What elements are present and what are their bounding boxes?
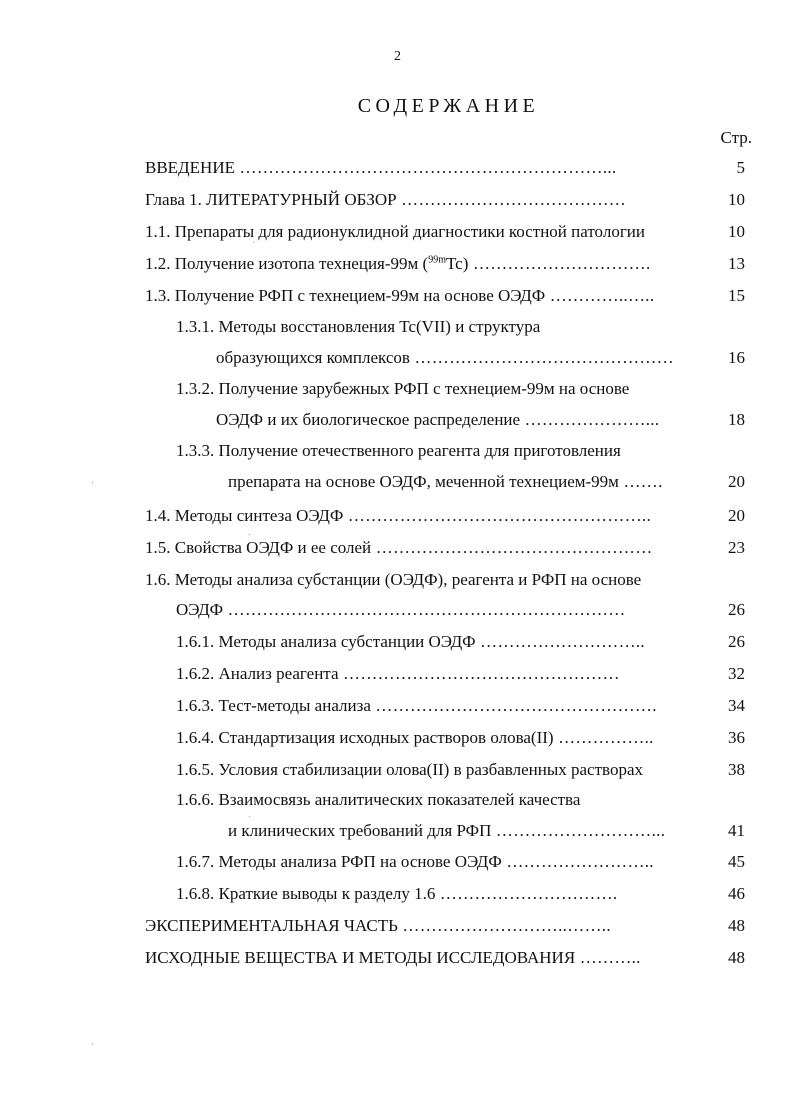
toc-entry-title: препарата на основе ОЭДФ, меченной технецием-99м [228, 472, 619, 491]
toc-entry-title: ИСХОДНЫЕ ВЕЩЕСТВА И МЕТОДЫ ИССЛЕДОВАНИЯ [145, 948, 576, 967]
toc-leader-dots: …………………………………………….. [343, 506, 652, 525]
toc-entry [145, 570, 641, 590]
page-column-label: Стр. [720, 128, 752, 147]
scan-speck: · [91, 1040, 95, 1051]
toc-entry-title: 1.3. Получение РФП с технецием-99м на основе ОЭДФ [145, 286, 546, 305]
toc-page-number: 5 [736, 158, 745, 177]
toc-entry [176, 664, 620, 684]
toc-leader-dots: …………………………. [468, 254, 651, 273]
toc-entry-title: 1.1. Препараты для радионуклидной диагностики костной патологии [145, 222, 645, 241]
toc-entry-title: ВВЕДЕНИЕ [145, 158, 235, 177]
toc-entry-title: 1.6.5. Условия стабилизации олова(II) в разбавленных растворах [176, 760, 643, 779]
toc-page-number: 41 [728, 821, 745, 840]
toc-leader-dots: ……………………………………… [409, 348, 674, 367]
toc-entry [176, 379, 629, 399]
toc-entry [145, 538, 653, 558]
toc-entry-title-suffix: Tc) [445, 254, 469, 273]
toc-entry-title: ОЭДФ и их биологическое распределение [216, 410, 521, 429]
toc-entry-title: 1.3.1. Методы восстановления Tc(VII) и структура [176, 317, 541, 336]
toc-entry-title: Глава 1. ЛИТЕРАТУРНЫЙ ОБЗОР [145, 190, 397, 209]
toc-leader-dots: ………………………………… [396, 190, 627, 209]
toc-leader-dots: …………………….. [501, 852, 654, 871]
toc-entry-title: 1.3.2. Получение зарубежных РФП с технецием-99м на основе [176, 379, 630, 398]
toc-entry-title: и клинических требований для РФП [228, 821, 492, 840]
toc-entry-title: 1.6.2. Анализ реагента [176, 664, 339, 683]
toc-page-number: 23 [728, 538, 745, 557]
toc-entry [145, 948, 641, 968]
toc-entry-title: 1.5. Свойства ОЭДФ и ее солей [145, 538, 372, 557]
toc-entry-title: 1.6. Методы анализа субстанции (ОЭДФ), реагента и РФП на основе [145, 570, 642, 589]
toc-entry-title: ОЭДФ [176, 600, 224, 619]
toc-page-number: 18 [728, 410, 745, 429]
toc-leader-dots: ………………………... [491, 821, 666, 840]
toc-entry [176, 728, 654, 748]
scan-speck: · [252, 238, 256, 249]
toc-entry [145, 506, 651, 526]
toc-entry [176, 760, 643, 780]
toc-leader-dots: ……………………….. [475, 632, 645, 651]
toc-leader-dots: ……….. [575, 948, 641, 967]
toc-entry [176, 441, 621, 461]
toc-entry [216, 410, 659, 430]
toc-entry [216, 348, 674, 368]
toc-entry [145, 222, 645, 242]
toc-entry [145, 254, 651, 274]
toc-leader-dots: …………..….. [545, 286, 655, 305]
toc-page-number: 26 [728, 600, 745, 619]
toc-page-number: 38 [728, 760, 745, 779]
toc-page-number: 45 [728, 852, 745, 871]
toc-entry [176, 317, 540, 337]
toc-entry [176, 632, 645, 652]
toc-entry-title: образующихся комплексов [216, 348, 410, 367]
toc-page-number: 13 [728, 254, 745, 273]
toc-page-number: 36 [728, 728, 745, 747]
toc-entry [145, 190, 626, 210]
toc-entry-title: 1.6.6. Взаимосвязь аналитических показателей качества [176, 790, 581, 809]
toc-entry [228, 472, 663, 492]
toc-entry-title: 1.6.3. Тест-методы анализа [176, 696, 371, 715]
toc-leader-dots: …………………... [520, 410, 660, 429]
toc-entry [176, 884, 617, 904]
toc-entry [228, 821, 665, 841]
toc-page-number: 48 [728, 916, 745, 935]
toc-entry-title: 1.4. Методы синтеза ОЭДФ [145, 506, 344, 525]
toc-page-number: 15 [728, 286, 745, 305]
scan-speck: · [248, 812, 252, 823]
toc-page-number: 34 [728, 696, 745, 715]
scan-speck: · [248, 530, 252, 541]
toc-entry [176, 852, 654, 872]
toc-leader-dots: ………………………………………………………... [234, 158, 617, 177]
toc-page-number: 26 [728, 632, 745, 651]
toc-entry-superscript: 99m [428, 254, 446, 266]
toc-entry-title: ЭКСПЕРИМЕНТАЛЬНАЯ ЧАСТЬ [145, 916, 398, 935]
toc-entry-title: 1.6.8. Краткие выводы к разделу 1.6 [176, 884, 436, 903]
toc-page-number: 10 [728, 222, 745, 241]
toc-entry-title: 1.3.3. Получение отечественного реагента для приготовления [176, 441, 621, 460]
toc-page-number: 48 [728, 948, 745, 967]
toc-leader-dots: ………………………………………… [371, 538, 653, 557]
toc-title: СОДЕРЖАНИЕ [357, 95, 540, 117]
toc-entry-title: 1.6.7. Методы анализа РФП на основе ОЭДФ [176, 852, 502, 871]
toc-page-number: 46 [728, 884, 745, 903]
toc-leader-dots: ………………………………………… [338, 664, 620, 683]
scan-speck: · [91, 478, 95, 489]
toc-entry-title: 1.6.4. Стандартизация исходных растворов олова(II) [176, 728, 554, 747]
toc-page-number: 20 [728, 506, 745, 525]
toc-page-number: 20 [728, 472, 745, 491]
toc-entry [145, 286, 654, 306]
toc-entry [145, 916, 611, 936]
toc-entry [176, 600, 626, 620]
toc-leader-dots: …………………………. [435, 884, 618, 903]
page-number: 2 [394, 49, 401, 64]
toc-page-number: 32 [728, 664, 745, 683]
toc-entry-title: 1.2. Получение изотопа технеция-99м ( [145, 254, 429, 273]
toc-leader-dots: …………………………………………………………… [223, 600, 626, 619]
toc-leader-dots: ……. [618, 472, 663, 491]
toc-entry [145, 158, 616, 178]
toc-page-number: 16 [728, 348, 745, 367]
toc-leader-dots: …………….. [553, 728, 654, 747]
toc-entry-title: 1.6.1. Методы анализа субстанции ОЭДФ [176, 632, 476, 651]
toc-page-number: 10 [728, 190, 745, 209]
toc-leader-dots: …………………………………………. [370, 696, 657, 715]
toc-entry [176, 790, 580, 810]
toc-leader-dots: ………………………..…….. [397, 916, 611, 935]
toc-entry [176, 696, 657, 716]
